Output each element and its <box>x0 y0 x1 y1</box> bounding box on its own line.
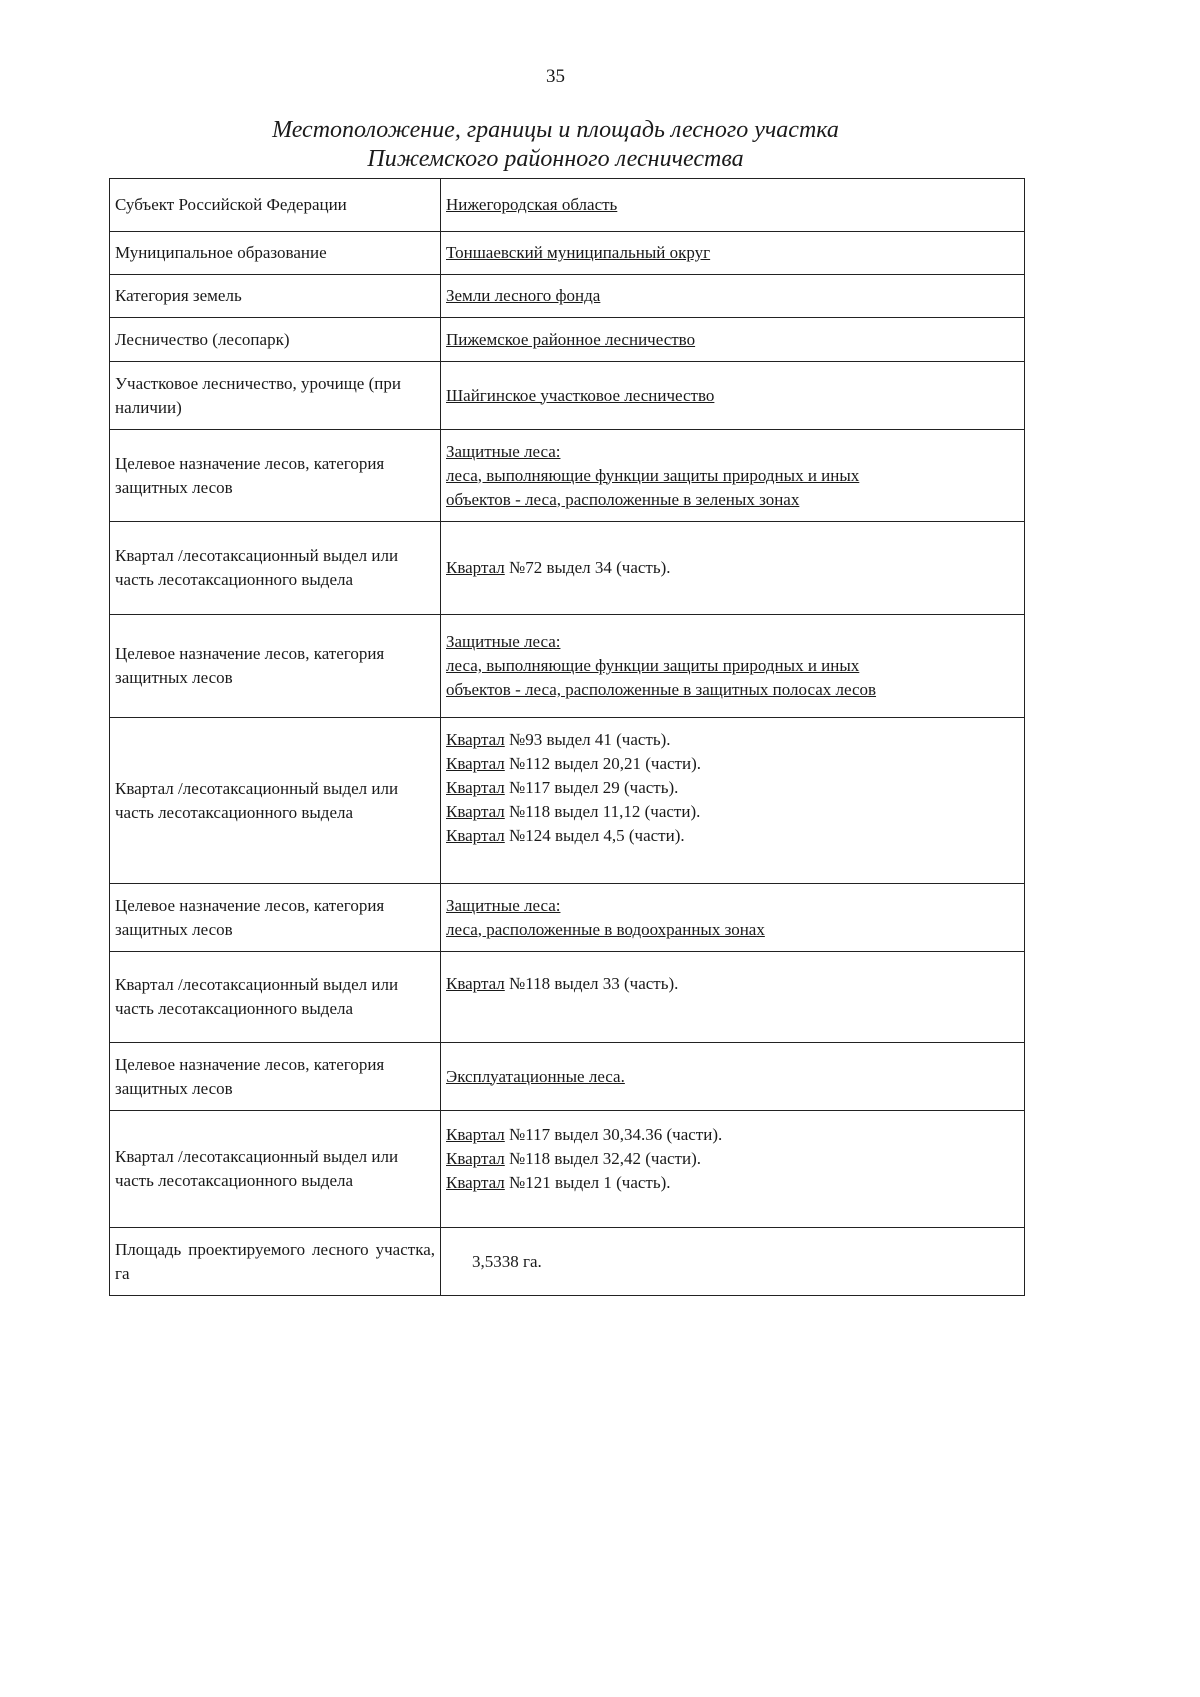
quarter-detail: №117 выдел 30,34.36 (части). <box>504 1125 723 1144</box>
table-row <box>110 430 1025 522</box>
quarter-line <box>446 728 1019 752</box>
quarter-detail: №118 выдел 32,42 (части). <box>504 1149 701 1168</box>
quarter-word: Квартал <box>446 974 505 993</box>
row-label: Квартал /лесотаксационный выдел или часть лесотаксационного выдела <box>110 718 441 884</box>
area-value: 3,5338 га. <box>472 1251 542 1271</box>
quarter-detail: №72 выдел 34 (часть). <box>504 558 671 577</box>
row-label: Площадь проектируемого лесного участка, га <box>110 1228 441 1296</box>
value-line: леса, расположенные в водоохранных зонах <box>446 919 765 939</box>
row-label: Квартал /лесотаксационный выдел или часть лесотаксационного выдела <box>110 952 441 1043</box>
quarter-word: Квартал <box>446 1125 505 1144</box>
value-line: Защитные леса: <box>446 895 561 915</box>
quarter-line <box>446 556 1019 580</box>
table-row <box>110 232 1025 275</box>
title-line-2: Пижемского районного лесничества <box>367 146 744 172</box>
quarter-detail: №124 выдел 4,5 (части). <box>504 826 685 845</box>
table-row <box>110 952 1025 1043</box>
row-label: Субъект Российской Федерации <box>110 179 441 232</box>
row-value <box>441 179 1025 232</box>
value-line: Защитные леса: <box>446 632 561 651</box>
value-line: леса, выполняющие функции защиты природных и иных <box>446 465 860 485</box>
table-row <box>110 179 1025 232</box>
table-row <box>110 1228 1025 1296</box>
row-label: Целевое назначение лесов, категория защитных лесов <box>110 615 441 718</box>
row-label: Квартал /лесотаксационный выдел или часть лесотаксационного выдела <box>110 1111 441 1228</box>
row-value <box>441 430 1025 522</box>
row-value <box>441 718 1025 884</box>
quarter-word: Квартал <box>446 730 505 749</box>
row-label: Целевое назначение лесов, категория защитных лесов <box>110 1043 441 1111</box>
row-label: Квартал /лесотаксационный выдел или часть лесотаксационного выдела <box>110 522 441 615</box>
row-value <box>441 952 1025 1043</box>
quarter-detail: №118 выдел 11,12 (части). <box>504 802 701 821</box>
row-value <box>441 275 1025 318</box>
forest-plot-table <box>109 178 1025 1296</box>
quarter-word: Квартал <box>446 558 505 577</box>
row-value <box>441 1228 1025 1296</box>
value-line: Защитные леса: <box>446 441 561 461</box>
row-label: Участковое лесничество, урочище (при наличии) <box>110 362 441 430</box>
row-value <box>441 1111 1025 1228</box>
value-line: объектов - леса, расположенные в зеленых зонах <box>446 489 800 509</box>
value-line: Земли лесного фонда <box>446 286 601 305</box>
value-line: Пижемское районное лесничество <box>446 329 696 349</box>
row-value <box>441 232 1025 275</box>
quarter-line <box>446 752 1019 776</box>
row-label: Лесничество (лесопарк) <box>110 318 441 362</box>
table-row <box>110 522 1025 615</box>
row-label: Муниципальное образование <box>110 232 441 275</box>
value-line: Нижегородская область <box>446 195 618 214</box>
quarter-word: Квартал <box>446 826 505 845</box>
value-line: Шайгинское участковое лесничество <box>446 385 715 405</box>
table-row <box>110 275 1025 318</box>
quarter-word: Квартал <box>446 802 505 821</box>
quarter-line <box>446 824 1019 848</box>
title-line-1: Местоположение, границы и площадь лесного участка <box>272 117 839 143</box>
table-row <box>110 362 1025 430</box>
row-label: Целевое назначение лесов, категория защитных лесов <box>110 430 441 522</box>
table-row <box>110 884 1025 952</box>
row-value <box>441 1043 1025 1111</box>
value-line: Тоншаевский муниципальный округ <box>446 243 711 262</box>
quarter-word: Квартал <box>446 754 505 773</box>
quarter-word: Квартал <box>446 1173 505 1192</box>
page-number: 35 <box>546 66 565 87</box>
row-label: Целевое назначение лесов, категория защитных лесов <box>110 884 441 952</box>
quarter-detail: №117 выдел 29 (часть). <box>504 778 679 797</box>
value-line: Эксплуатационные леса. <box>446 1066 625 1086</box>
table-row <box>110 318 1025 362</box>
quarter-word: Квартал <box>446 1149 505 1168</box>
quarter-detail: №112 выдел 20,21 (части). <box>504 754 701 773</box>
quarter-word: Квартал <box>446 778 505 797</box>
quarter-line <box>446 1123 1019 1147</box>
row-value <box>441 362 1025 430</box>
row-value <box>441 318 1025 362</box>
table-row <box>110 718 1025 884</box>
quarter-line <box>446 776 1019 800</box>
quarter-detail: №118 выдел 33 (часть). <box>504 974 679 993</box>
value-line: объектов - леса, расположенные в защитных полосах лесов <box>446 680 877 699</box>
quarter-line <box>446 1147 1019 1171</box>
row-value <box>441 522 1025 615</box>
row-value <box>441 884 1025 952</box>
quarter-line <box>446 972 1019 996</box>
quarter-line <box>446 1171 1019 1195</box>
value-line: леса, выполняющие функции защиты природных и иных <box>446 656 860 675</box>
quarter-line <box>446 800 1019 824</box>
table-row <box>110 1043 1025 1111</box>
quarter-detail: №93 выдел 41 (часть). <box>504 730 671 749</box>
table-row <box>110 1111 1025 1228</box>
quarter-detail: №121 выдел 1 (часть). <box>504 1173 671 1192</box>
row-value <box>441 615 1025 718</box>
table-row <box>110 615 1025 718</box>
row-label: Категория земель <box>110 275 441 318</box>
document-title <box>0 116 1111 174</box>
